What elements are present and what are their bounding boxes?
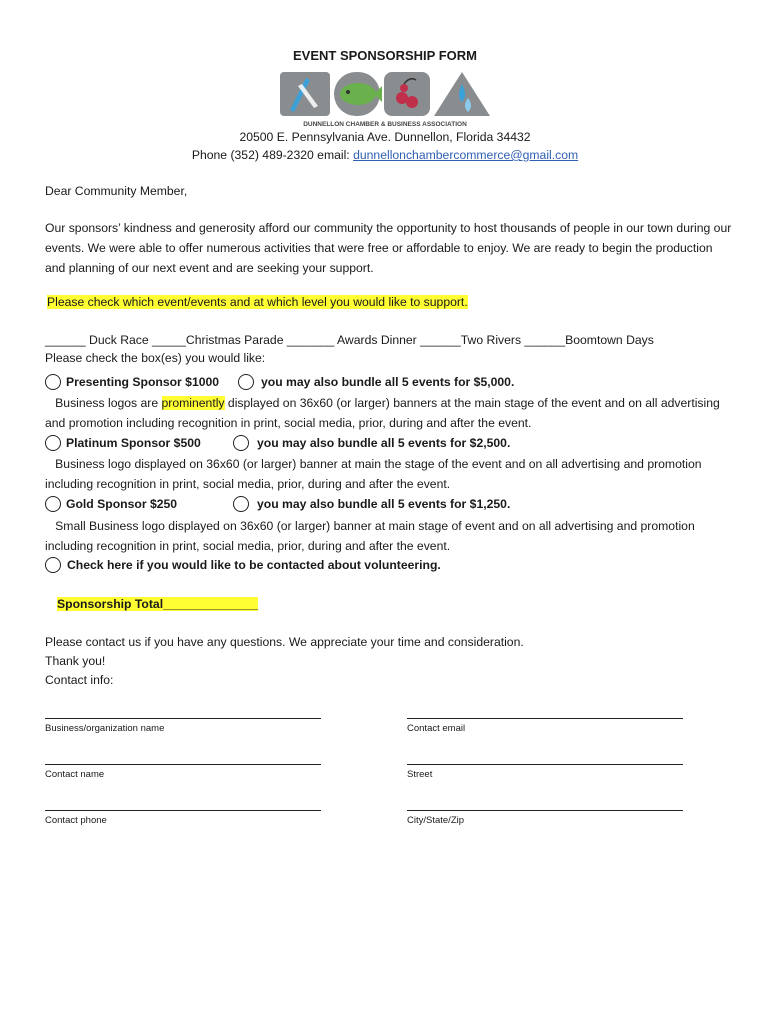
presenting-sponsor-radio[interactable] [45,374,61,390]
street-line[interactable] [407,764,683,765]
contact-phone-label: Contact phone [45,815,107,826]
volunteer-label: Check here if you would like to be contacted about volunteering. [67,558,441,572]
sponsorship-total[interactable]: Sponsorship Total______________ [57,597,258,611]
highlight-prominently: prominently [161,396,225,410]
contact-email-label: Contact email [407,723,466,734]
contact-name-line[interactable] [45,764,321,765]
gold-bundle-label: you may also bundle all 5 events for $1,250. [257,497,511,511]
presenting-bundle-label: you may also bundle all 5 events for $5,000. [261,375,515,389]
contact-name-label: Contact name [45,769,105,780]
contact-info-label: Contact info: [45,673,114,687]
phone: Phone (352) 489-2320 email: [191,148,354,162]
address: 20500 E. Pennsylvania Ave. Dunnellon, Florida 34432 [239,130,531,144]
greeting: Dear Community Member, [45,184,188,198]
city-state-zip-line[interactable] [407,810,683,811]
check-boxes-label: Please check the box(es) you would like: [45,351,266,365]
presenting-bundle-radio[interactable] [238,374,254,390]
platinum-bundle-radio[interactable] [233,435,249,451]
contact-email-line[interactable] [407,718,683,719]
event-list[interactable]: ______ Duck Race _____Christmas Parade _______ Awards Dinner ______Two Rivers ______Boomtown Days [45,333,654,347]
platinum-sponsor-radio[interactable] [45,435,61,451]
platinum-sponsor-label: Platinum Sponsor $500 [66,436,201,450]
volunteer-radio[interactable] [45,557,61,573]
platinum-description: Business logo displayed on 36x60 (or larger) banner at main the stage of the event and on all advertising and promotion including recognition in print, social media, prior, during and after the event. [45,457,705,491]
street-label: Street [407,769,433,780]
instruction [47,295,468,309]
instruction-text: Please check which event/events and at which level you would like to support. [47,295,468,309]
form-title: EVENT SPONSORSHIP FORM [293,48,477,63]
dcba-logo [278,70,492,128]
presenting-sponsor-label: Presenting Sponsor $1000 [66,375,220,389]
gold-bundle-radio[interactable] [233,496,249,512]
closing-text: Please contact us if you have any questions. We appreciate your time and consideration. [45,635,524,649]
business-name-line[interactable] [45,718,321,719]
contact-line [0,148,770,162]
platinum-bundle-label: you may also bundle all 5 events for $2,500. [257,436,511,450]
email-link[interactable]: dunnellonchambercommerce@gmail.com [353,148,579,162]
gold-description: Small Business logo displayed on 36x60 (or larger) banner at main stage of event and on all advertising and promotion including recognition in print, social media, prior, during and after the event. [45,519,699,553]
contact-phone-line[interactable] [45,810,321,811]
thank-you: Thank you! [45,654,106,668]
gold-sponsor-label: Gold Sponsor $250 [66,497,178,511]
intro-paragraph: Our sponsors’ kindness and generosity afford our community the opportunity to host thousands of people in our town during our events. We were able to offer numerous activities that were free or affordable to enjoy. We are ready to begin the production and planning of our next event and are seeking your support. [45,221,732,275]
presenting-description: Business logos are prominently displayed on 36x60 (or larger) banners at the main stage of the event and on all advertising and promotion including recognition in print, social media, prior, during and after the event. [45,396,720,430]
business-name-label: Business/organization name [45,723,165,734]
city-state-zip-label: City/State/Zip [407,815,465,826]
logo-caption: DUNNELLON CHAMBER & BUSINESS ASSOCIATION [303,121,467,128]
gold-sponsor-radio[interactable] [45,496,61,512]
